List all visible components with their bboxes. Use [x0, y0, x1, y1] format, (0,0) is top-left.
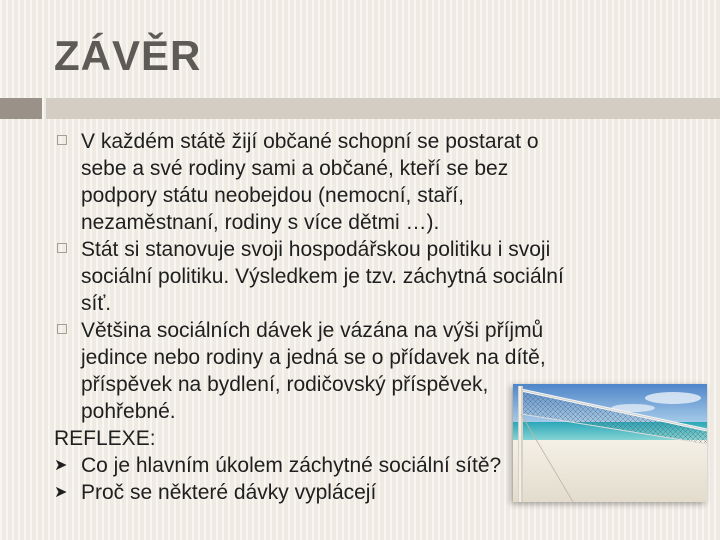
bullet-line: sociální politiku. Výsledkem je tzv. záchytná sociální	[81, 265, 564, 288]
question-text: Co je hlavním úkolem záchytné sociální sítě?	[81, 454, 502, 477]
bullet-line: Stát si stanovuje svoji hospodářskou politiku i svoji	[81, 238, 551, 261]
title-rule-accent	[0, 98, 42, 119]
question-text: Proč se některé dávky vyplácejí	[81, 481, 377, 504]
bullet-line: Většina sociálních dávek je vázána na výši příjmů	[81, 319, 544, 342]
bullet-line: sebe a své rodiny sami a občané, kteří se bez	[81, 157, 509, 180]
bullet-line: příspěvek na bydlení, rodičovský příspěvek,	[81, 373, 489, 396]
bullet-line: pohřebné.	[81, 400, 176, 423]
arrowhead-icon: ➤	[54, 457, 68, 474]
bullet-line: síť.	[81, 292, 112, 315]
arrowhead-icon: ➤	[54, 484, 68, 501]
reflexe-heading: REFLEXE:	[54, 427, 156, 450]
bullet-line: nezaměstnaní, rodiny s více dětmi …).	[81, 211, 440, 234]
bullet-line: jedince nebo rodiny a jedná se o přídavek na dítě,	[81, 346, 546, 369]
bullet-line: V každém státě žijí občané schopní se postarat o	[81, 130, 539, 153]
bullet-line: podpory státu neobejdou (nemocní, staří,	[81, 184, 464, 207]
beach-volleyball-net-photo	[513, 384, 707, 502]
slide-title: ZÁVĚR	[54, 32, 202, 79]
bullet-item	[54, 236, 674, 317]
hollow-square-icon	[57, 324, 67, 334]
title-rule	[46, 98, 720, 119]
hollow-square-icon	[57, 243, 67, 253]
hollow-square-icon	[57, 135, 67, 145]
bullet-item	[54, 128, 674, 236]
